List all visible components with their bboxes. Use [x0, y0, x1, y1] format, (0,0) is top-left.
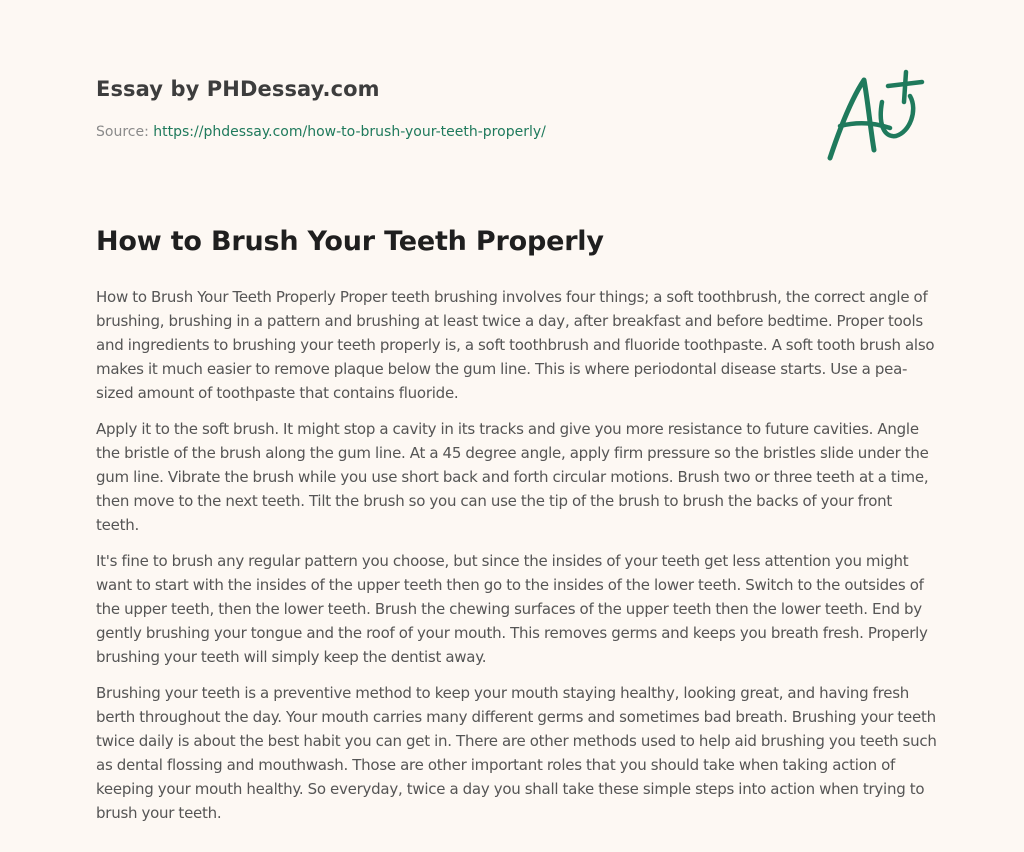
essay-paragraph: How to Brush Your Teeth Properly Proper teeth brushing involves four things; a soft toothbrush, the correct angle of brushing, brushing in a pattern and brushing at least twice a day, after breakfast and before bedtime. Proper tools and ingredients to brushing your teeth properly is, a soft toothbrush and fluoride toothpaste. A soft tooth brush also makes it much easier to remove plaque below the gum line. This is where periodontal disease starts. Use a pea-sized amount of toothpaste that contains fluoride. [96, 288, 935, 402]
essay-title: How to Brush Your Teeth Properly [96, 226, 604, 257]
essay-paragraph: It's fine to brush any regular pattern you choose, but since the insides of your teeth get less attention you might want to start with the insides of the upper teeth then go to the insides of the lower teeth. Switch to the outsides of the upper teeth, then the lower teeth. Brush the chewing surfaces of the upper teeth then the lower teeth. End by gently brushing your tongue and the roof of your mouth. This removes germs and keeps you breath fresh. Properly brushing your teeth will simply keep the dentist away. [96, 552, 928, 666]
source-link[interactable]: https://phdessay.com/how-to-brush-your-teeth-properly/ [153, 124, 546, 140]
source-line [96, 124, 546, 140]
source-label: Source: [96, 124, 154, 140]
essay-paragraph: Brushing your teeth is a preventive method to keep your mouth staying healthy, looking great, and having fresh berth throughout the day. Your mouth carries many different germs and sometimes bad breath. Brushing your teeth twice daily is about the best habit you can get in. There are other methods used to help aid brushing you teeth such as dental flossing and mouthwash. Those are other important roles that you should take when taking action of keeping your mouth healthy. So everyday, twice a day you shall take these simple steps into action when trying to brush your teeth. [96, 684, 937, 822]
essay-body [96, 285, 938, 837]
site-title: Essay by PHDessay.com [96, 77, 380, 101]
a-plus-grade-icon [818, 66, 930, 166]
essay-paragraph: Apply it to the soft brush. It might stop a cavity in its tracks and give you more resistance to future cavities. Angle the bristle of the brush along the gum line. At a 45 degree angle, apply firm pressure so the bristles slide under the gum line. Vibrate the brush while you use short back and forth circular motions. Brush two or three teeth at a time, then move to the next teeth. Tilt the brush so you can use the tip of the brush to brush the backs of your front teeth. [96, 420, 929, 534]
